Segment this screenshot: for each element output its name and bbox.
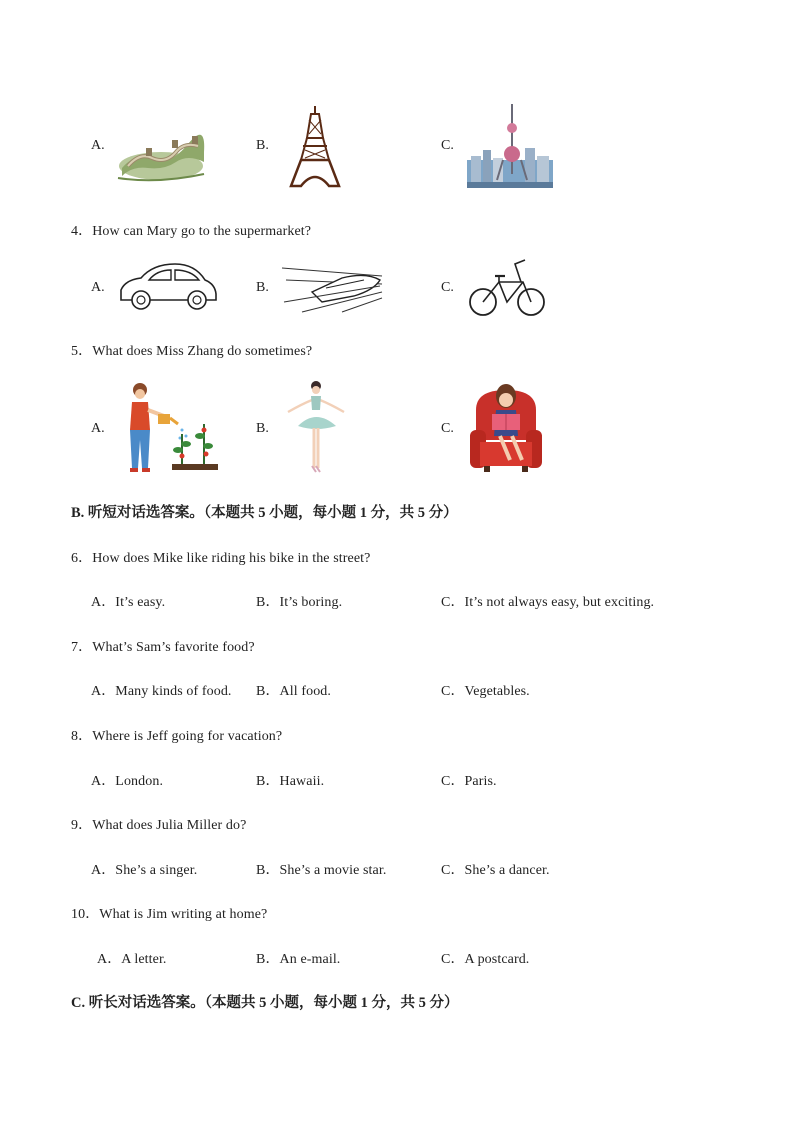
question-10: 10．What is Jim writing at home? — [71, 907, 268, 922]
q6-option-a: A．It’s easy. — [91, 595, 166, 610]
option-b-label: B. — [256, 280, 269, 295]
q8-option-b: B．Hawaii. — [256, 774, 325, 789]
option-c-label: C. — [441, 138, 454, 153]
question-6: 6．How does Mike like riding his bike in the street? — [71, 551, 371, 566]
section-c-heading: C. 听长对话选答案。（本题共 5 小题，每小题 1 分，共 5 分） — [71, 995, 459, 1011]
q8-option-c: C．Paris. — [441, 774, 497, 789]
q6-option-c: C．It’s not always easy, but exciting. — [441, 595, 655, 610]
option-c-label: C. — [441, 421, 454, 436]
q6-option-b: B．It’s boring. — [256, 595, 343, 610]
oriental-pearl-tower-icon — [467, 104, 553, 188]
q9-option-b: B．She’s a movie star. — [256, 863, 387, 878]
question-5: 5．What does Miss Zhang do sometimes? — [71, 344, 313, 359]
reading-armchair-icon — [470, 380, 542, 474]
question-4: 4．How can Mary go to the supermarket? — [71, 224, 312, 239]
option-a-label: A. — [91, 138, 105, 153]
option-c-label: C. — [441, 280, 454, 295]
question-7: 7．What’s Sam’s favorite food? — [71, 640, 255, 655]
q9-option-c: C．She’s a dancer. — [441, 863, 550, 878]
option-b-label: B. — [256, 138, 269, 153]
train-icon — [282, 262, 384, 314]
option-a-label: A. — [91, 280, 105, 295]
car-icon — [117, 262, 219, 312]
section-b-heading: B. 听短对话选答案。（本题共 5 小题，每小题 1 分，共 5 分） — [71, 505, 458, 521]
q7-option-b: B．All food. — [256, 684, 331, 699]
q10-option-a: A．A letter. — [97, 952, 167, 967]
q10-option-b: B．An e-mail. — [256, 952, 341, 967]
ballet-dancer-icon — [284, 380, 352, 474]
eiffel-tower-icon — [289, 106, 341, 188]
q9-option-a: A．She’s a singer. — [91, 863, 198, 878]
q7-option-c: C．Vegetables. — [441, 684, 530, 699]
option-b-label: B. — [256, 421, 269, 436]
watering-plants-icon — [120, 380, 220, 476]
q10-option-c: C．A postcard. — [441, 952, 530, 967]
question-9: 9．What does Julia Miller do? — [71, 818, 247, 833]
great-wall-icon — [118, 122, 204, 184]
bicycle-icon — [467, 256, 547, 318]
q7-option-a: A．Many kinds of food. — [91, 684, 232, 699]
option-a-label: A. — [91, 421, 105, 436]
question-8: 8．Where is Jeff going for vacation? — [71, 729, 283, 744]
q8-option-a: A．London. — [91, 774, 164, 789]
